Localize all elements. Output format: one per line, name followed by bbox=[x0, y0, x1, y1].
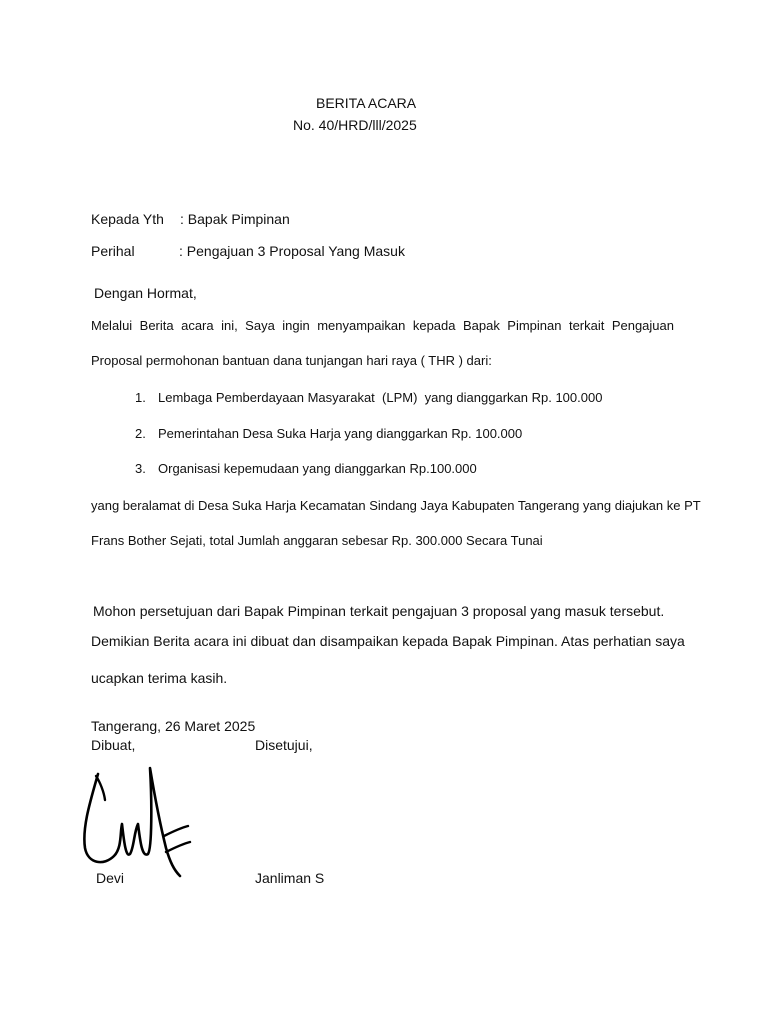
closing-paragraph-line: ucapkan terima kasih. bbox=[91, 670, 228, 686]
subject-value: : Pengajuan 3 Proposal Yang Masuk bbox=[179, 243, 405, 259]
subject-label: Perihal bbox=[91, 243, 135, 259]
document-title: BERITA ACARA bbox=[316, 95, 417, 111]
intro-paragraph-line: Proposal permohonan bantuan dana tunjangan hari raya ( THR ) dari: bbox=[91, 353, 492, 368]
list-item-number: 3. bbox=[135, 461, 146, 476]
made-by-label: Dibuat, bbox=[91, 737, 136, 753]
place-date: Tangerang, 26 Maret 2025 bbox=[91, 718, 256, 734]
recipient-value: : Bapak Pimpinan bbox=[180, 211, 290, 227]
made-by-name: Devi bbox=[96, 870, 125, 886]
list-item-number: 2. bbox=[135, 426, 146, 441]
request-paragraph: Mohon persetujuan dari Bapak Pimpinan terkait pengajuan 3 proposal yang masuk tersebut. bbox=[93, 603, 665, 619]
handwritten-signature bbox=[76, 762, 198, 882]
list-item: Lembaga Pemberdayaan Masyarakat (LPM) yang dianggarkan Rp. 100.000 bbox=[158, 390, 603, 405]
closing-paragraph-line: Demikian Berita acara ini dibuat dan disampaikan kepada Bapak Pimpinan. Atas perhatian saya bbox=[91, 633, 685, 649]
approved-by-name: Janliman S bbox=[255, 870, 325, 886]
list-item: Pemerintahan Desa Suka Harja yang dianggarkan Rp. 100.000 bbox=[158, 426, 523, 441]
intro-paragraph-line: Melalui Berita acara ini, Saya ingin menyampaikan kepada Bapak Pimpinan terkait Pengajuan bbox=[91, 318, 674, 333]
list-item: Organisasi kepemudaan yang dianggarkan Rp.100.000 bbox=[158, 461, 477, 476]
recipient-label: Kepada Yth bbox=[91, 211, 164, 227]
greeting: Dengan Hormat, bbox=[94, 285, 197, 301]
document-number: No. 40/HRD/lll/2025 bbox=[293, 117, 417, 133]
address-paragraph-line: yang beralamat di Desa Suka Harja Kecamatan Sindang Jaya Kabupaten Tangerang yang diajukan ke PT bbox=[91, 498, 701, 513]
address-paragraph-line: Frans Bother Sejati, total Jumlah anggaran sebesar Rp. 300.000 Secara Tunai bbox=[91, 533, 543, 548]
list-item-number: 1. bbox=[135, 390, 146, 405]
approved-by-label: Disetujui, bbox=[255, 737, 313, 753]
